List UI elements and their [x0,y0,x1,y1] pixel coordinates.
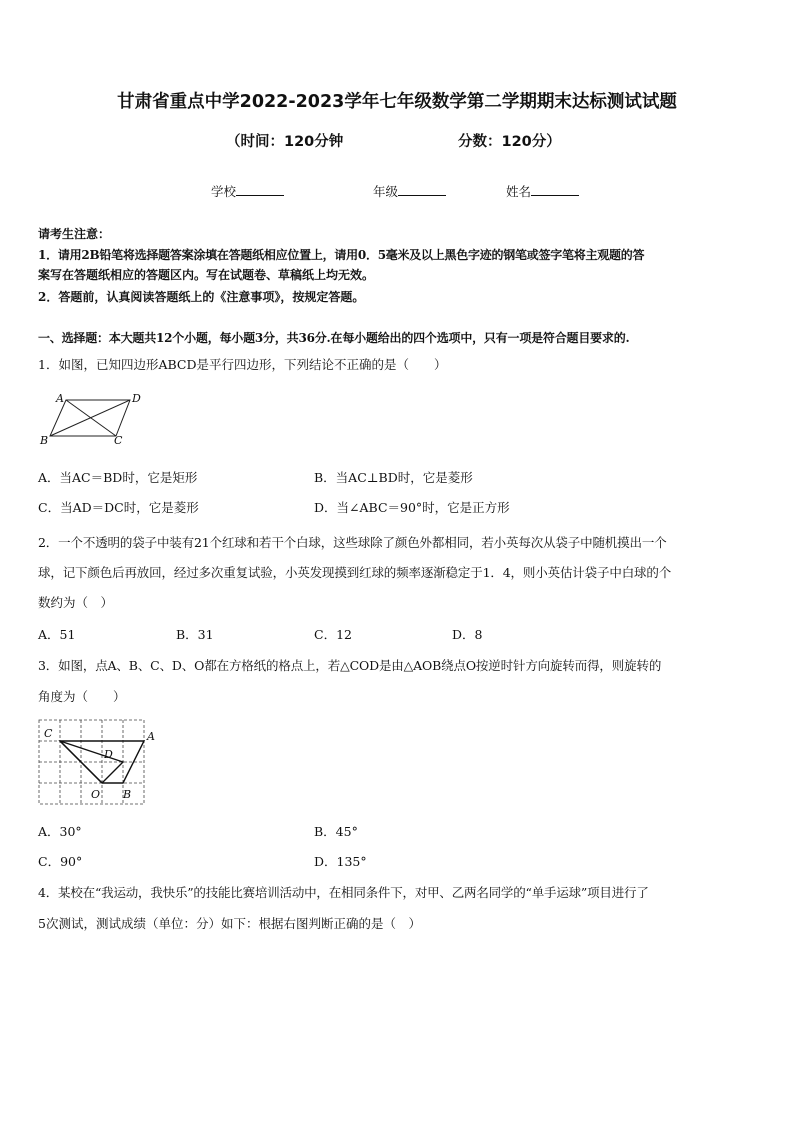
grade-blank [398,183,446,196]
q2-option-c: C．12 [314,627,352,642]
q1-option-b: B．当AC⊥BD时，它是菱形 [314,470,473,485]
grade-field [373,182,446,200]
exam-time: （时间：120分钟 [226,134,344,150]
notice-line-3: 2．答题前，认真阅读答题纸上的《注意事项》，按规定答题。 [38,290,365,304]
label-b: B [40,434,49,447]
q3-option-c: C．90° [38,854,83,869]
label-o: O [91,788,101,801]
q2-option-d: D．8 [452,627,483,642]
name-blank [531,183,579,196]
q1-option-a: A．当AC＝BD时，它是矩形 [38,470,198,485]
notice-line-2: 案写在答题纸相应的答题区内。写在试题卷、草稿纸上均无效。 [38,268,375,282]
q3-option-b: B．45° [314,824,358,839]
question-2-line-1: 2．一个不透明的袋子中装有21个红球和若干个白球，这些球除了颜色外都相同，若小英每次从袋子中随机摸出一个 [38,535,667,550]
label-a: A [147,730,155,743]
exam-score: 分数：120分） [458,134,561,150]
q2-option-a: A．51 [38,627,76,642]
label-d: D [104,748,113,761]
question-2-line-2: 球，记下颜色后再放回，经过多次重复试验，小英发现摸到红球的频率逐渐稳定于1．4，则小英估计袋子中白球的个 [38,565,672,580]
grade-label: 年级 [373,184,399,199]
section-heading: 一、选择题：本大题共12个小题，每小题3分，共36分.在每小题给出的四个选项中，只有一项是符合题目要求的. [38,331,630,345]
label-d: D [132,392,141,405]
grid-rotation-figure [36,718,160,808]
parallelogram-figure [38,388,148,448]
q2-option-b: B．31 [176,627,214,642]
q1-option-c: C．当AD＝DC时，它是菱形 [38,500,199,515]
question-2-line-3: 数约为（ ） [38,595,114,610]
school-field [211,182,284,200]
q3-option-d: D．135° [314,854,367,869]
question-1-stem: 1．如图，已知四边形ABCD是平行四边形，下列结论不正确的是（ ） [38,357,447,372]
page-title: 甘肃省重点中学2022-2023学年七年级数学第二学期期末达标测试试题 [117,92,677,112]
q1-option-d: D．当∠ABC＝90°时，它是正方形 [314,500,510,515]
question-4-line-2: 5次测试，测试成绩（单位：分）如下：根据右图判断正确的是（ ） [38,916,421,931]
question-4-line-1: 4．某校在“我运动，我快乐”的技能比赛培训活动中，在相同条件下，对甲、乙两名同学的“单手运球”项目进行了 [38,885,649,900]
notice-line-1: 1．请用2B铅笔将选择题答案涂填在答题纸相应位置上，请用0．5毫米及以上黑色字迹的钢笔或签字笔将主观题的答 [38,248,645,262]
label-c: C [44,727,53,740]
notice-heading: 请考生注意： [38,227,111,241]
school-label: 学校 [211,184,237,199]
question-3-line-1: 3．如图，点A、B、C、D、O都在方格纸的格点上，若△COD是由△AOB绕点O按逆时针方向旋转而得，则旋转的 [38,658,662,673]
label-a: A [56,392,64,405]
name-label: 姓名 [506,184,532,199]
label-c: C [114,434,123,447]
label-b: B [123,788,132,801]
school-blank [236,183,284,196]
question-3-line-2: 角度为（ ） [38,689,126,704]
q3-option-a: A．30° [38,824,82,839]
name-field [506,182,579,200]
